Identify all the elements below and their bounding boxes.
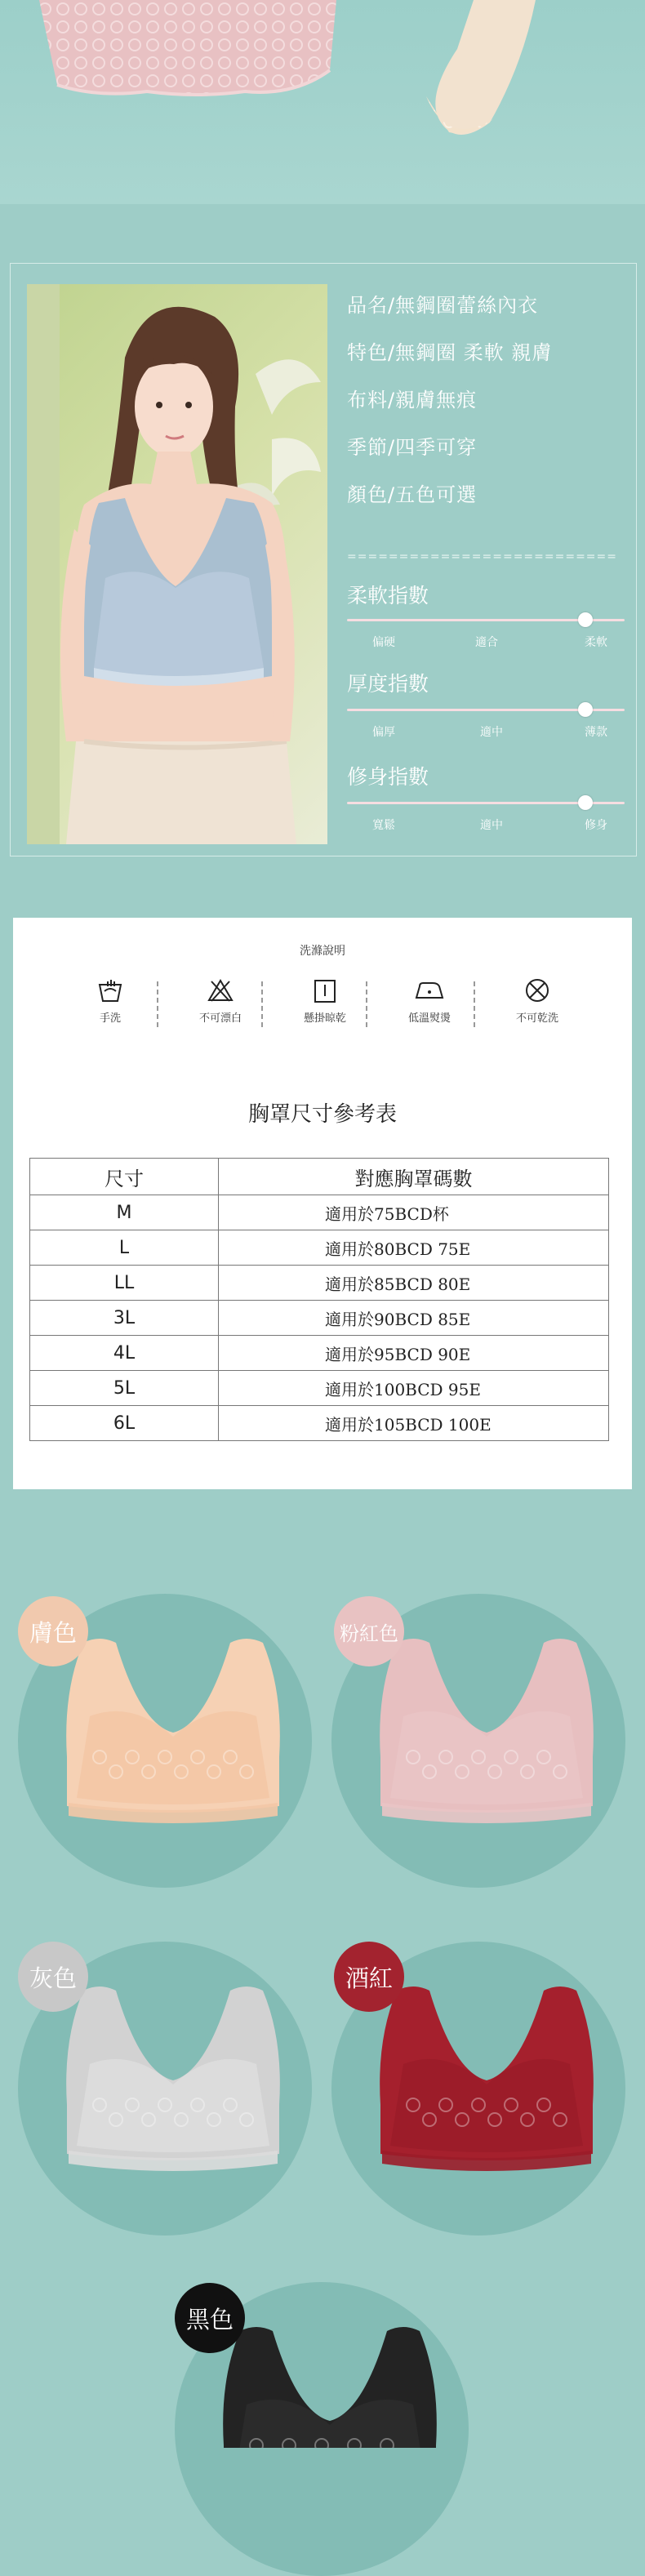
wash-divider	[261, 981, 263, 1027]
bra-size-cell: 適用於75BCD杯	[219, 1195, 609, 1230]
wash-label: 懸掛晾乾	[303, 1012, 346, 1025]
bra-size-cell: 適用於100BCD 95E	[219, 1371, 609, 1406]
spec-separator: ==========================	[347, 550, 617, 563]
wash-divider	[366, 981, 367, 1027]
wash-item-bleach	[168, 977, 273, 1025]
bra-size-cell: 適用於105BCD 100E	[219, 1406, 609, 1441]
spec-name: 品名/無鋼圈蕾絲內衣	[347, 294, 539, 317]
index-tick-mid: 適中	[480, 726, 503, 739]
wash-title: 洗滌說明	[300, 945, 345, 958]
spec-colors: 顏色/五色可選	[347, 483, 478, 506]
wash-divider	[474, 981, 475, 1027]
color-badge: 灰色	[18, 1942, 88, 2012]
size-cell: 4L	[30, 1336, 219, 1371]
table-row	[30, 1301, 609, 1336]
table-row	[30, 1406, 609, 1441]
index-title: 修身指數	[347, 765, 429, 789]
wash-divider	[157, 981, 158, 1027]
size-cell: L	[30, 1230, 219, 1266]
index-tick-high: 柔軟	[585, 636, 607, 649]
spec-season: 季節/四季可穿	[347, 436, 478, 459]
table-row	[30, 1266, 609, 1301]
wash-item-hang	[273, 977, 377, 1025]
index-tick-mid: 適合	[475, 636, 498, 649]
table-row	[30, 1371, 609, 1406]
size-cell: 6L	[30, 1406, 219, 1441]
size-cell: 3L	[30, 1301, 219, 1336]
bra-size-cell: 適用於90BCD 85E	[219, 1301, 609, 1336]
index-tick-high: 薄款	[585, 726, 607, 739]
hang-dry-icon	[311, 977, 339, 1004]
skin-bra-image	[51, 1626, 296, 1855]
spec-feature: 特色/無鋼圈 柔軟 親膚	[347, 341, 553, 364]
model-photo	[27, 284, 327, 844]
wash-label: 低溫熨燙	[407, 1012, 451, 1025]
care-and-size-panel	[13, 918, 632, 1489]
header-bra-size: 對應胸罩碼數	[219, 1159, 609, 1195]
no-tumble-dry-icon	[523, 977, 551, 1004]
color-badge: 粉紅色	[334, 1596, 404, 1666]
wash-label: 不可漂白	[198, 1012, 242, 1025]
bra-size-cell: 適用於95BCD 90E	[219, 1336, 609, 1371]
wash-label: 不可乾洗	[515, 1012, 558, 1025]
wash-item-dry	[485, 977, 589, 1025]
index-title: 柔軟指數	[347, 584, 429, 607]
size-cell: M	[30, 1195, 219, 1230]
gray-bra-image	[51, 1974, 296, 2203]
spec-fabric: 布料/親膚無痕	[347, 389, 478, 412]
color-badge: 膚色	[18, 1596, 88, 1666]
index-tick-high: 修身	[585, 819, 607, 832]
no-bleach-icon	[207, 977, 234, 1004]
bra-size-cell: 適用於85BCD 80E	[219, 1266, 609, 1301]
size-cell: LL	[30, 1266, 219, 1301]
size-chart-title: 胸罩尺寸參考表	[247, 1102, 397, 1127]
color-badge: 黑色	[175, 2283, 245, 2353]
low-iron-icon	[413, 977, 446, 1004]
hero-bra-image	[0, 0, 645, 204]
table-row	[30, 1195, 609, 1230]
index-tick-low: 寬鬆	[372, 819, 395, 832]
index-tick-low: 偏硬	[372, 636, 395, 649]
hero-banner	[0, 0, 645, 204]
table-row	[30, 1230, 609, 1266]
wash-label: 手洗	[99, 1012, 121, 1025]
index-tick-mid: 適中	[480, 819, 503, 832]
color-badge: 酒紅	[334, 1942, 404, 2012]
index-tick-low: 偏厚	[372, 726, 395, 739]
table-header-row	[30, 1159, 609, 1195]
black-bra-image	[207, 2315, 452, 2448]
header-size: 尺寸	[30, 1159, 219, 1195]
wine-bra-image	[364, 1974, 609, 2203]
table-row	[30, 1336, 609, 1371]
index-title: 厚度指數	[347, 672, 429, 696]
wash-item-hand	[58, 977, 162, 1025]
size-chart-table	[29, 1158, 609, 1441]
bra-size-cell: 適用於80BCD 75E	[219, 1230, 609, 1266]
wash-item-iron	[377, 977, 482, 1025]
size-cell: 5L	[30, 1371, 219, 1406]
hand-wash-icon	[96, 977, 124, 1004]
pink-bra-image	[364, 1626, 609, 1855]
